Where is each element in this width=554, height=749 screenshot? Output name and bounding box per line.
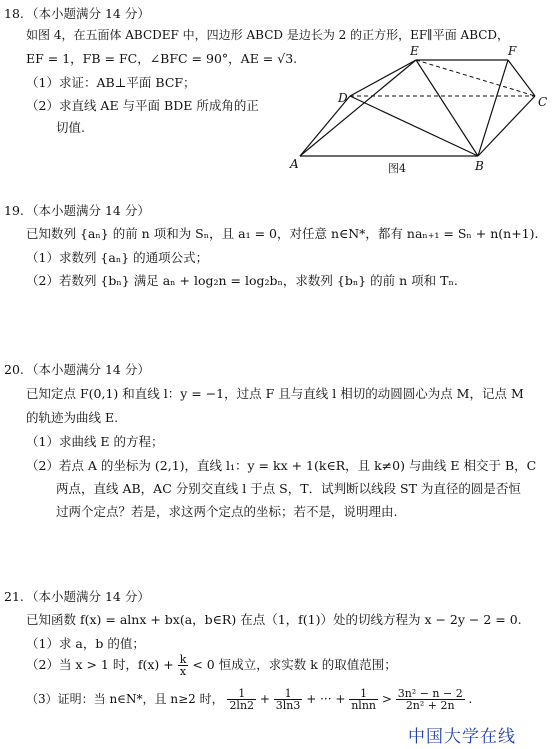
q21-part1: （1）求 a，b 的值； — [26, 636, 145, 651]
edge-AE — [300, 60, 416, 156]
label-C: C — [538, 95, 548, 109]
fraction-numerator: k — [179, 653, 187, 666]
label-E: E — [410, 44, 419, 58]
edge-BC — [478, 96, 535, 156]
watermark: 中国大学在线 — [408, 727, 516, 747]
q18-header: （本小题满分 14 分） — [26, 6, 150, 21]
fraction-denominator: 2n² + 2n — [405, 699, 455, 712]
q20-header: （本小题满分 14 分） — [26, 362, 150, 377]
label-D: D — [338, 91, 348, 105]
fraction-numerator: 3n² − n − 2 — [397, 687, 463, 700]
label-A: A — [290, 157, 299, 171]
q21-line1: 已知函数 f(x) = alnx + bx(a，b∈R) 在点（1，f(1)）处的切线方程为 x − 2y − 2 = 0. — [26, 612, 522, 627]
fraction-denominator: 3ln3 — [275, 699, 301, 712]
q20-number: 20. — [4, 362, 24, 377]
q19-header: （本小题满分 14 分） — [26, 203, 150, 218]
fraction-numerator: 1 — [349, 688, 378, 700]
label-F: F — [508, 44, 517, 58]
figure-caption: 图4 — [388, 162, 406, 175]
q21-part3-pre: （3）证明：当 n∈N*，且 n≥2 时， — [26, 692, 224, 706]
figure-4-pentahedron — [288, 40, 550, 180]
q18-part2b: 切值. — [56, 120, 85, 135]
q20-part1: （1）求曲线 E 的方程； — [26, 434, 164, 449]
q20-line1: 已知定点 F(0,1) 和直线 l：y = −1，过点 F 且与直线 l 相切的动圆圆心为点 M，记点 M — [26, 386, 524, 401]
q21-number: 21. — [4, 589, 24, 604]
q20-part2c: 过两个定点？若是，求这两个定点的坐标；若不是，说明理由. — [56, 504, 398, 519]
edge-FC — [508, 60, 535, 96]
fraction-rhs — [396, 688, 465, 711]
period: . — [468, 692, 473, 706]
fraction-1-over-3ln3 — [274, 688, 303, 711]
q19-part1: （1）求数列 {aₙ} 的通项公式； — [26, 250, 209, 265]
q20-part2b: 两点，直线 AB，AC 分别交直线 l 于点 S，T．试判断以线段 ST 为直径的圆是否恒 — [56, 481, 521, 496]
q19-part2: （2）若数列 {bₙ} 满足 aₙ + log₂n = log₂bₙ，求数列 {bₙ} 的前 n 项和 Tₙ. — [26, 273, 458, 288]
fraction-numerator: 1 — [227, 688, 256, 700]
fraction-denominator: nlnn — [351, 699, 376, 712]
q18-part1: （1）求证：AB⊥平面 BCF； — [26, 75, 196, 90]
q18-line1: 如图 4，在五面体 ABCDEF 中，四边形 ABCD 是边长为 2 的正方形，EF∥平面 ABCD， — [26, 28, 510, 42]
fraction-denominator: 2ln2 — [229, 699, 255, 712]
fraction-numerator: 1 — [274, 688, 303, 700]
ellipsis-plus: + ··· + — [306, 692, 346, 706]
q18-part2a: （2）求直线 AE 与平面 BDE 所成角的正 — [26, 98, 259, 113]
q21-part2 — [26, 654, 397, 677]
label-B: B — [475, 159, 484, 173]
fraction-denominator: x — [179, 665, 187, 678]
edge-DE — [350, 60, 416, 96]
q20-part2a: （2）若点 A 的坐标为 (2,1)，直线 l₁：y = kx + 1(k∈R，且 k≠0) 与曲线 E 相交于 B，C — [26, 458, 537, 473]
q18-number: 18. — [4, 6, 24, 21]
q19-line1: 已知数列 {aₙ} 的前 n 项和为 Sₙ，且 a₁ = 0，对任意 n∈N*，都有 naₙ₊₁ = Sₙ + n(n+1). — [26, 226, 539, 241]
fraction-k-over-x — [178, 654, 189, 677]
fraction-1-over-nlnn — [349, 688, 378, 711]
q21-part2-pre: （2）当 x > 1 时，f(x) + — [26, 657, 174, 672]
edge-AD — [300, 96, 350, 156]
q20-line2: 的轨迹为曲线 E. — [26, 410, 119, 425]
q21-header: （本小题满分 14 分） — [26, 589, 150, 604]
greater-than-sign: > — [381, 692, 392, 706]
fraction-1-over-2ln2 — [227, 688, 256, 711]
q19-number: 19. — [4, 203, 24, 218]
edge-EC-hidden — [416, 60, 535, 96]
q21-part2-post: < 0 恒成立，求实数 k 的取值范围； — [192, 657, 397, 672]
q18-line2: EF = 1，FB = FC，∠BFC = 90°，AE = √3. — [26, 51, 298, 66]
edge-FB — [478, 60, 508, 156]
plus-sign: + — [259, 692, 270, 706]
q21-part3 — [26, 688, 472, 711]
